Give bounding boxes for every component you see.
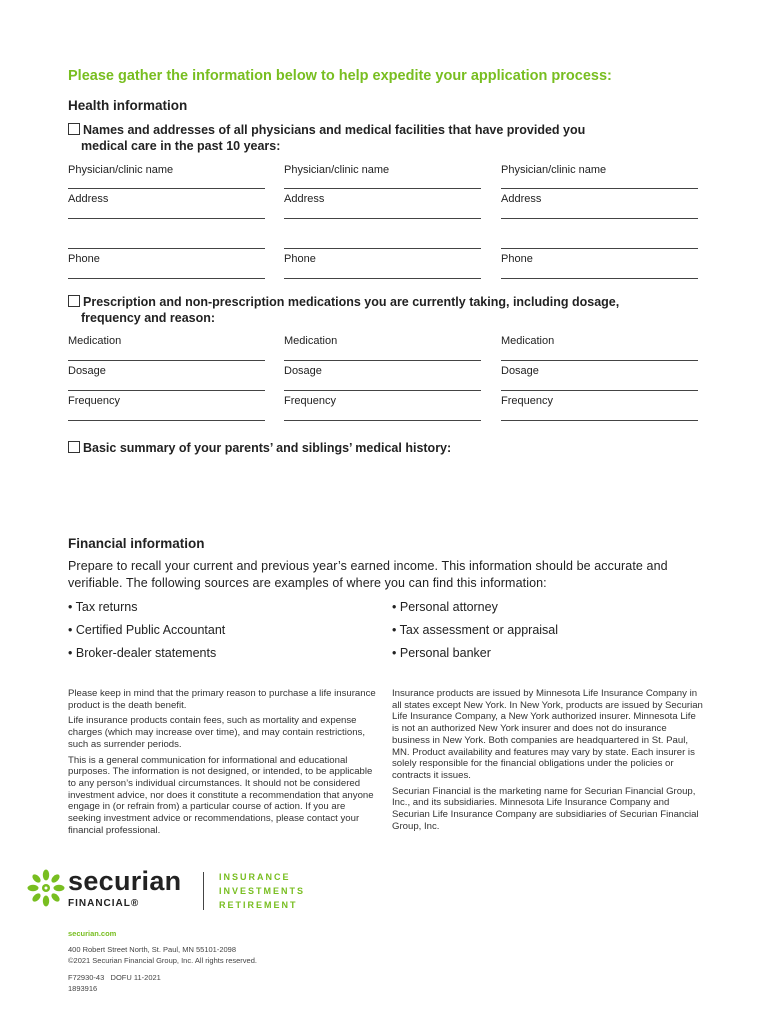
- logo-divider: [203, 872, 204, 910]
- bullet-text: Certified Public Accountant: [75, 623, 226, 637]
- disclosure-paragraph: Insurance products are issued by Minnesota Life Insurance Company in all states except New York. In New York, products are issued by Securian Life Insurance Company, a New York authorized insurer. Minnesota Life is not an authorized New York insurer and does not do insurance business in New York. Both companies are headquartered in St. Paul, MN. Product availability and features may vary by state. Each insurer is solely responsible for the financial obligations under the policies or contracts it issues.: [392, 688, 703, 781]
- physician-name-label: Physician/clinic name: [284, 164, 390, 176]
- bullet-item: • Tax returns: [68, 600, 138, 614]
- footer-form-code: F72930-43 DOFU 11-2021: [68, 973, 161, 982]
- brand-tagline: [219, 870, 305, 912]
- phone-field[interactable]: [501, 278, 698, 279]
- address-field-2[interactable]: [284, 248, 481, 249]
- bullet-text: Broker-dealer statements: [75, 646, 217, 660]
- phone-field[interactable]: [284, 278, 481, 279]
- dosage-field[interactable]: [284, 390, 481, 391]
- tagline-line: INVESTMENTS: [219, 886, 306, 896]
- health-heading: Health information: [68, 98, 188, 113]
- brand-subname: FINANCIAL®: [68, 898, 140, 909]
- securian-leaf-icon: [26, 868, 66, 908]
- family-history-checkbox[interactable]: [68, 441, 80, 453]
- address-label: Address: [68, 193, 109, 205]
- bullet-item: • Certified Public Accountant: [68, 623, 226, 637]
- dosage-field[interactable]: [501, 390, 698, 391]
- physician-name-field[interactable]: [284, 188, 481, 189]
- phone-field[interactable]: [68, 278, 265, 279]
- physician-name-label: Physician/clinic name: [501, 164, 607, 176]
- physician-name-field[interactable]: [68, 188, 265, 189]
- bullet-text: Tax returns: [75, 600, 138, 614]
- disclosure-left: [68, 688, 378, 840]
- medication-field[interactable]: [284, 360, 481, 361]
- disclosure-right: [392, 688, 704, 836]
- disclosure-paragraph: This is a general communication for informational and educational purposes. The information is not designed, or intended, to be applicable to any person’s individual circumstances. It should not be considered investment advice, nor does it constitute a recommendation that anyone engage in (or refrain from) a particular course of action. If you are seeking investment advice or recommendations, please contact your financial professional.: [68, 754, 374, 836]
- website-link[interactable]: securian.com: [68, 929, 117, 938]
- disclosure-paragraph: Securian Financial is the marketing name for Securian Financial Group, Inc., and its subsidiaries. Minnesota Life Insurance Company and Securian Life Insurance Company are subsidiaries of Securian Financial Group, Inc.: [392, 785, 699, 832]
- disclosure-paragraph: Life insurance products contain fees, such as mortality and expense charges (which may increase over time), and may contain restrictions, such as surrender periods.: [68, 715, 365, 750]
- financial-intro-line2: verifiable. The following sources are examples of where you can find this information:: [68, 576, 547, 590]
- frequency-field[interactable]: [68, 420, 265, 421]
- phone-label: Phone: [68, 253, 100, 265]
- financial-heading: Financial information: [68, 536, 205, 551]
- financial-intro-line1: Prepare to recall your current and previous year’s earned income. This information should be accurate and: [68, 559, 668, 573]
- financial-intro: [68, 558, 728, 592]
- physicians-checkbox[interactable]: [68, 123, 80, 135]
- frequency-label: Frequency: [501, 395, 553, 407]
- physician-name-field[interactable]: [501, 188, 698, 189]
- footer-address: 400 Robert Street North, St. Paul, MN 55101-2098: [68, 945, 237, 954]
- frequency-label: Frequency: [68, 395, 120, 407]
- address-field-2[interactable]: [68, 248, 265, 249]
- address-field-2[interactable]: [501, 248, 698, 249]
- intro-heading: Please gather the information below to help expedite your application process:: [68, 68, 612, 84]
- family-history-prompt: Basic summary of your parents’ and siblings’ medical history:: [83, 441, 452, 455]
- bullet-item: • Personal attorney: [392, 600, 498, 614]
- medications-prompt-line2: frequency and reason:: [81, 311, 216, 325]
- bullet-item: • Broker-dealer statements: [68, 646, 217, 660]
- physicians-prompt-line2: medical care in the past 10 years:: [81, 139, 281, 153]
- physicians-item: [68, 122, 708, 154]
- address-label: Address: [501, 193, 542, 205]
- footer-number: 1893916: [68, 984, 98, 993]
- dosage-field[interactable]: [68, 390, 265, 391]
- phone-label: Phone: [284, 253, 316, 265]
- phone-label: Phone: [501, 253, 533, 265]
- address-field[interactable]: [68, 218, 265, 219]
- bullet-item: • Tax assessment or appraisal: [392, 623, 559, 637]
- bullet-text: Personal attorney: [399, 600, 498, 614]
- medication-field[interactable]: [501, 360, 698, 361]
- disclosure-paragraph: Please keep in mind that the primary reason to purchase a life insurance product is the death benefit.: [68, 688, 376, 711]
- physician-name-label: Physician/clinic name: [68, 164, 174, 176]
- medication-label: Medication: [284, 335, 338, 347]
- medications-prompt-line1: Prescription and non-prescription medications you are currently taking, including dosage,: [83, 295, 620, 309]
- family-history-item: [68, 440, 718, 456]
- bullet-text: Personal banker: [399, 646, 491, 660]
- tagline-line: INSURANCE: [219, 872, 291, 882]
- dosage-label: Dosage: [501, 365, 539, 377]
- brand-name: securian: [68, 866, 182, 896]
- address-label: Address: [284, 193, 325, 205]
- footer-copyright: ©2021 Securian Financial Group, Inc. All rights reserved.: [68, 956, 257, 965]
- bullet-text: Tax assessment or appraisal: [399, 623, 559, 637]
- dosage-label: Dosage: [284, 365, 322, 377]
- frequency-field[interactable]: [284, 420, 481, 421]
- address-field[interactable]: [501, 218, 698, 219]
- address-field[interactable]: [284, 218, 481, 219]
- footer: [68, 928, 257, 994]
- medications-checkbox[interactable]: [68, 295, 80, 307]
- frequency-label: Frequency: [284, 395, 336, 407]
- medications-item: [68, 294, 718, 326]
- tagline-line: RETIREMENT: [219, 900, 298, 910]
- medication-field[interactable]: [68, 360, 265, 361]
- medication-label: Medication: [68, 335, 122, 347]
- physicians-prompt-line1: Names and addresses of all physicians and medical facilities that have provided you: [83, 123, 586, 137]
- frequency-field[interactable]: [501, 420, 698, 421]
- bullet-item: • Personal banker: [392, 646, 491, 660]
- dosage-label: Dosage: [68, 365, 106, 377]
- medication-label: Medication: [501, 335, 555, 347]
